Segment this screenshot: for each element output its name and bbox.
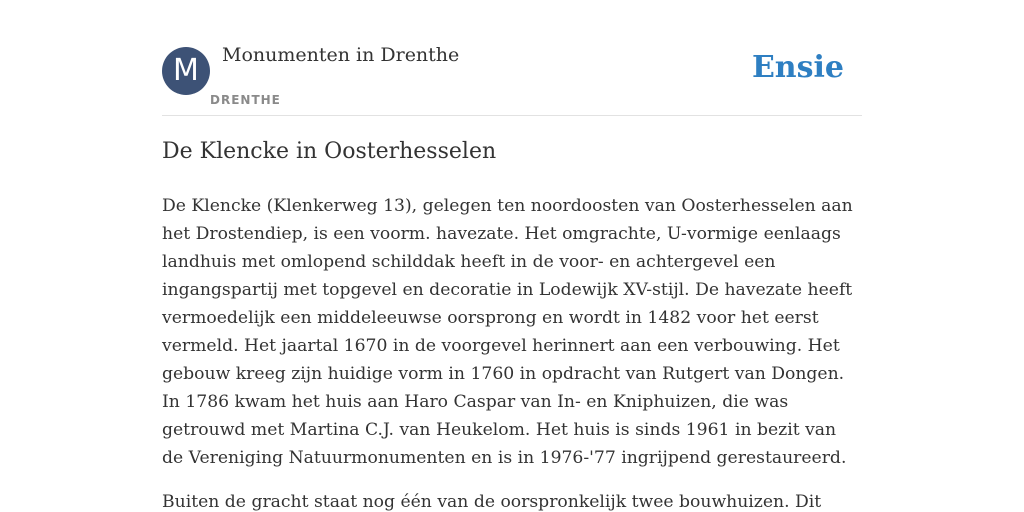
article-paragraph: De Klencke (Klenkerweg 13), gelegen ten noordoosten van Oosterhesselen aan het Drostendiep, is een voorm. havezate. Het omgrachte, U-vormige eenlaags landhuis met omlopend schilddak heeft in de voor- en achtergevel een ingangspartij met topgevel en decoratie in Lodewijk XV-stijl. De havezate heeft vermoedelijk een middeleeuwse oorsprong en wordt in 1482 voor het eerst vermeld. Het jaartal 1670 in de voorgevel herinnert aan een verbouwing. Het gebouw kreeg zijn huidige vorm in 1760 in opdracht van Rutgert van Dongen. In 1786 kwam het huis aan Haro Caspar van In- en Kniphuizen, die was getrouwd met Martina C.J. van Heukelom. Het huis is sinds 1961 in bezit van de Vereniging Natuurmonumenten en is in 1976-'77 ingrijpend gerestaureerd. <box>162 196 853 468</box>
article-body <box>162 192 862 512</box>
avatar[interactable]: M <box>162 47 210 95</box>
article-title: De Klencke in Oosterhesselen <box>162 139 497 164</box>
brand-logo[interactable]: Ensie <box>751 50 844 85</box>
article-paragraph: Buiten de gracht staat nog één van de oorspronkelijk twee bouwhuizen. Dit <box>162 492 822 512</box>
category-label[interactable]: DRENTHE <box>210 93 281 107</box>
header <box>162 0 862 116</box>
site-title[interactable]: Monumenten in Drenthe <box>222 44 460 66</box>
